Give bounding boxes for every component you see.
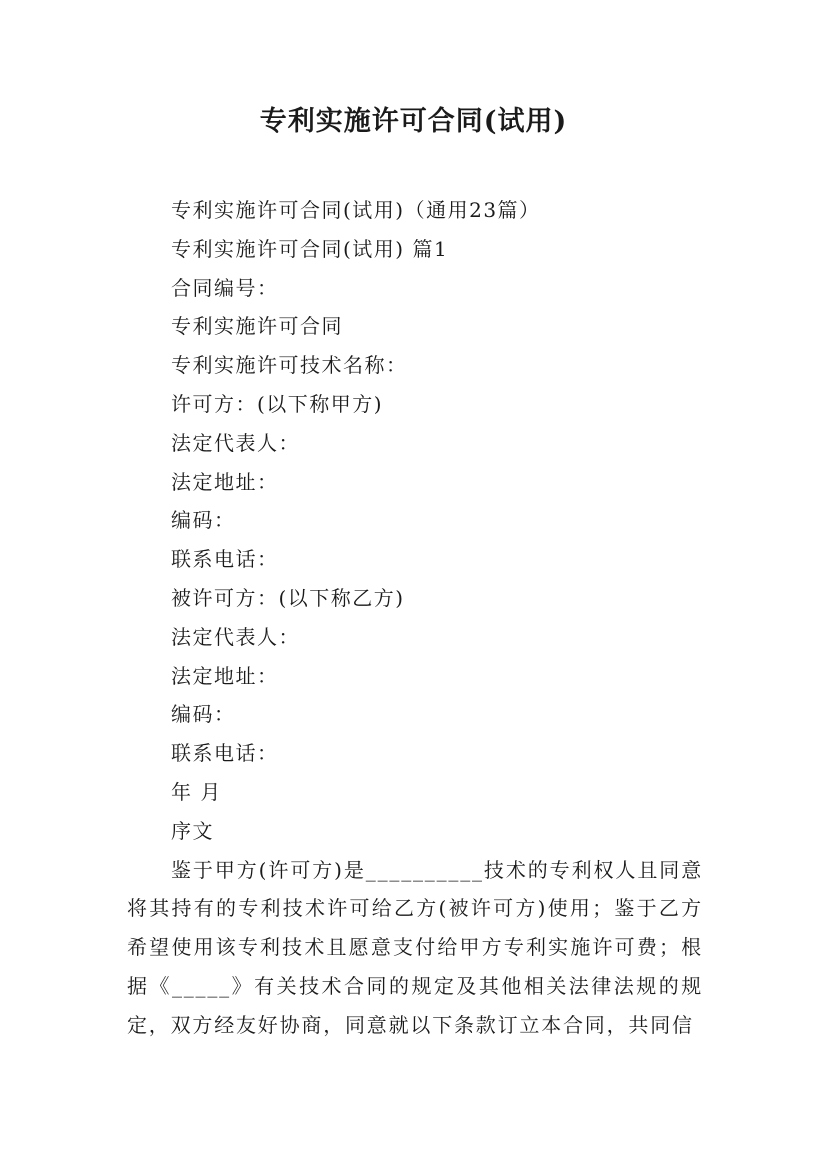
date-field: 年 月 — [171, 779, 222, 804]
contract-name-line: 专利实施许可合同 — [171, 314, 343, 339]
preamble-paragraph: 鉴于甲方(许可方)是__________技术的专利权人且同意将其持有的专利技术许可给乙方(被许可方)使用；鉴于乙方希望使用该专利技术且愿意支付给甲方专利实施许可费；根据《_____》有关技术合同的规定及其他相关法律法规的规定，双方经友好协商，同意就以下条款订立本合同，共同信 — [127, 857, 703, 1037]
licensee-postcode-field: 编码： — [171, 702, 236, 727]
licensor-phone-field: 联系电话： — [171, 547, 279, 572]
licensor-field: 许可方：(以下称甲方) — [171, 391, 384, 416]
subtitle-line: 专利实施许可合同(试用)（通用23篇） — [171, 198, 541, 222]
section-heading: 专利实施许可合同(试用) 篇1 — [171, 236, 449, 261]
contract-number-field: 合同编号： — [171, 275, 279, 300]
document-title: 专利实施许可合同(试用) — [259, 106, 568, 137]
licensor-postcode-field: 编码： — [171, 508, 236, 533]
licensor-representative-field: 法定代表人： — [171, 430, 300, 455]
licensee-representative-field: 法定代表人： — [171, 624, 300, 649]
licensee-field: 被许可方：(以下称乙方) — [171, 585, 405, 610]
technology-name-field: 专利实施许可技术名称： — [171, 353, 408, 378]
preamble-heading: 序文 — [171, 818, 214, 843]
licensee-phone-field: 联系电话： — [171, 741, 279, 766]
licensor-address-field: 法定地址： — [171, 469, 279, 494]
document-body — [127, 191, 703, 1045]
licensee-address-field: 法定地址： — [171, 663, 279, 688]
